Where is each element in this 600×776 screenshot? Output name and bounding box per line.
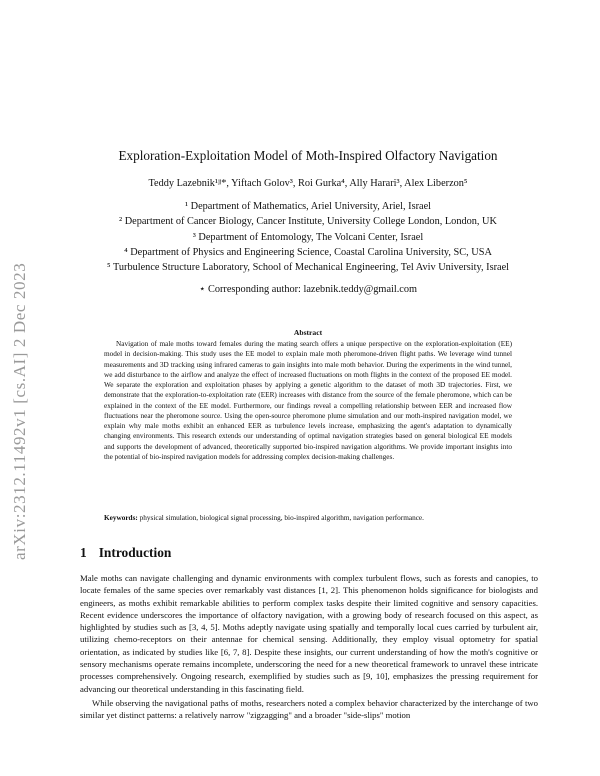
affiliation-4: ⁴ Department of Physics and Engineering Science, Coastal Carolina University, SC, USA <box>124 246 492 258</box>
keywords-list: physical simulation, biological signal processing, bio-inspired algorithm, navigation performance. <box>139 514 424 522</box>
affiliation-1: ¹ Department of Mathematics, Ariel University, Ariel, Israel <box>184 201 432 212</box>
section-title: Introduction <box>98 545 172 560</box>
affiliation-2: ² Department of Cancer Biology, Cancer Institute, University College London, London, UK <box>119 216 497 228</box>
paragraph: While observing the navigational paths of moths, researchers noted a complex behavior characterized by the interchange of two similar yet distinct patterns: a relatively narrow "zigzagging" and a broader "side-slips" motion <box>80 697 538 721</box>
paper-title: Exploration-Exploitation Model of Moth-Inspired Olfactory Navigation <box>118 148 498 163</box>
abstract-text: Navigation of male moths toward females during the mating search offers a unique perspective on the exploration-exploitation (EE) model in decision-making. This study uses the EE model to explain male moth pheromone-driven flight paths. We leverage wind tunnel measurements and 3D tracking using infrared cameras to gain insights into male moth behavior. During the experiments in the wind tunnel, we add disturbance to the airflow and analyze the effect of increased fluctuations on moth flights in the context of the proposed EE model. We separate the exploration and exploitation phases by applying a genetic algorithm to the dataset of moth 3D trajectories. First, we demonstrate that the exploration-to-exploitation rate (EER) increases with distance from the source of the female pheromone, which can be explained in the context of the EE model. Furthermore, our findings reveal a compelling relationship between EER and increased flow fluctuations near the pheromone source. Using the open-source pheromone plume simulation and our moth-inspired navigation model, we explain why male moths exhibit an enhanced EER as turbulence levels increase, emphasizing the agent's adaptation to dynamically changing environments. This research extends our understanding of optimal navigation strategies based on general biological EE models and supports the development of advanced, theoretically supported bio-inspired navigation algorithms. We provide important insights into the potential of bio-inspired navigation models for addressing complex decision-making challenges. <box>104 340 512 461</box>
corresponding-author: ⋆ Corresponding author: lazebnik.teddy@gmail.com <box>198 284 418 295</box>
intro-body <box>80 572 538 722</box>
affiliation-5: ⁵ Turbulence Structure Laboratory, School of Mechanical Engineering, Tel Aviv University, Israel <box>106 262 510 274</box>
keywords <box>104 514 512 522</box>
abstract-heading: Abstract <box>293 328 323 337</box>
affiliations <box>60 199 556 275</box>
section-heading <box>80 545 171 561</box>
keywords-label: Keywords: <box>104 514 138 522</box>
paragraph: Male moths can navigate challenging and dynamic environments with complex turbulent flows, such as forests and canopies, to locate females of the same species over remarkably vast distances [1, 2]. This phenomenon holds significance for biologists and engineers, as moths exhibit remarkable abilities to perform complex tasks despite their limited cognitive and sensory capacities. Recent evidence underscores the importance of olfactory navigation, with a growing body of research focused on this aspect, as highlighted by studies such as [3, 4, 5]. Moths adeptly navigate using spatially and temporally local cues carried by turbulent air, utilizing chemo-receptors on their antennae for chemical sensing. Additionally, they employ visual optometry for spatial orientation, as indicated by studies like [6, 7, 8]. Despite these insights, our current understanding of how the moth's cognitive or sensory mechanisms operate remains incomplete, underscoring the need for a new theoretical framework to unravel these intricate processes comprehensively. Ongoing research, exemplified by studies such as [9, 10], emphasizes the pressing requirement for advancing our theoretical understanding in this fascinating field. <box>80 573 538 694</box>
arxiv-stamp: arXiv:2312.11492v1 [cs.AI] 2 Dec 2023 <box>10 262 29 560</box>
affiliation-3: ³ Department of Entomology, The Volcani Center, Israel <box>192 231 424 243</box>
section-number: 1 <box>80 545 87 560</box>
author-list: Teddy Lazebnik¹ʲʲ*, Yiftach Golov³, Roi Gurka⁴, Ally Harari³, Alex Liberzon⁵ <box>148 178 468 189</box>
